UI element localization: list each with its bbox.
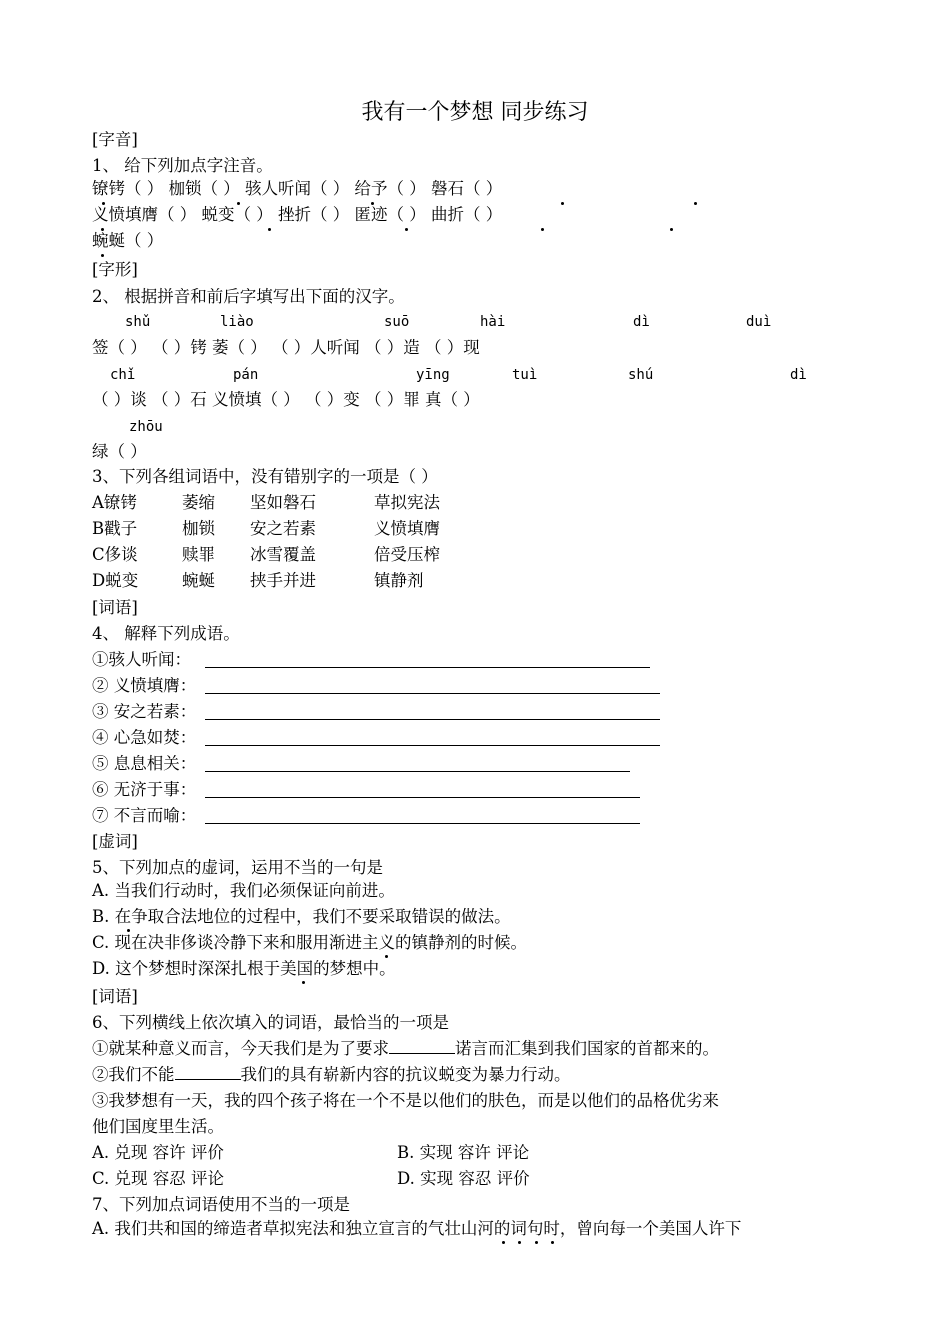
q3-opt-a-4: 草拟宪法: [374, 493, 440, 512]
q2-row3: 绿（ ）: [92, 442, 147, 461]
q5-option-b: B. 在争取合法地位的过程中，我们不要采取错误的做法。: [92, 907, 511, 926]
q6-option-c: C. 兑现 容忍 评论: [92, 1169, 225, 1188]
q6-sentence-1: [92, 1039, 719, 1059]
q4-item: ⑥ 无济于事：: [92, 780, 197, 799]
emphasis-dot: [405, 228, 408, 231]
emphasis-dot: [302, 981, 305, 984]
emphasis-dot: [541, 228, 544, 231]
pinyin: zhōu: [129, 419, 163, 435]
q4-item: ② 义愤填膺：: [92, 676, 197, 695]
section-label-zi-xing: [字形]: [92, 260, 138, 279]
q7-option-a: A. 我们共和国的缔造者草拟宪法和独立宣言的气壮山河的词句时，曾向每一个美国人许下: [92, 1219, 742, 1238]
fill-blank[interactable]: [175, 1065, 241, 1080]
pinyin: duì: [746, 314, 772, 330]
q4-item: ③ 安之若素：: [92, 702, 197, 721]
q6-option-d: D. 实现 容忍 评价: [397, 1169, 530, 1188]
q3-opt-c-1: C侈谈: [92, 545, 138, 564]
q4-item: ①骇人听闻：: [92, 650, 191, 669]
q1-title: 1、 给下列加点字注音。: [92, 156, 273, 175]
pinyin: suō: [384, 314, 410, 330]
answer-line[interactable]: [205, 771, 630, 772]
q5-option-d: D. 这个梦想时深深扎根于美国的梦想中。: [92, 959, 396, 978]
q6-sentence-3: ③我梦想有一天，我的四个孩子将在一个不是以他们的肤色，而是以他们的品格优劣来: [92, 1091, 719, 1110]
q3-opt-b-4: 义愤填膺: [374, 519, 440, 538]
q3-opt-b-2: 枷锁: [182, 519, 215, 538]
pinyin: shú: [628, 367, 654, 383]
q6-s1-part-b: 诺言而汇集到我们国家的首都来的。: [455, 1039, 719, 1058]
q3-opt-c-4: 倍受压榨: [374, 545, 440, 564]
q3-opt-a-1: A镣铐: [92, 493, 137, 512]
fill-blank[interactable]: [389, 1039, 455, 1054]
q3-opt-d-2: 蜿蜒: [182, 571, 215, 590]
pinyin: hài: [480, 314, 506, 330]
emphasis-dot: [502, 1241, 505, 1244]
pinyin: chǐ: [110, 367, 136, 383]
emphasis-dot: [101, 228, 104, 231]
pinyin: yīng: [416, 367, 450, 383]
section-label-ci-yu: [词语]: [92, 987, 138, 1006]
page-title: 我有一个梦想 同步练习: [361, 100, 589, 125]
q3-opt-c-2: 赎罪: [182, 545, 215, 564]
q6-s2-part-b: 我们的具有崭新内容的抗议蜕变为暴力行动。: [240, 1065, 571, 1084]
q3-opt-a-2: 萎缩: [182, 493, 215, 512]
q3-opt-d-3: 挟手并进: [250, 571, 316, 590]
answer-line[interactable]: [205, 823, 640, 824]
emphasis-dot: [371, 202, 374, 205]
answer-line[interactable]: [205, 745, 660, 746]
answer-line[interactable]: [205, 693, 660, 694]
q7-title: 7、下列加点词语使用不当的一项是: [92, 1195, 350, 1214]
answer-line[interactable]: [205, 797, 640, 798]
q3-opt-b-1: B戳子: [92, 519, 138, 538]
q5-option-a: A. 当我们行动时，我们必须保证向前进。: [92, 881, 395, 900]
q3-title: 3、下列各组词语中，没有错别字的一项是（ ）: [92, 467, 438, 486]
pinyin: shǔ: [125, 314, 151, 330]
emphasis-dot: [535, 1241, 538, 1244]
q5-title: 5、下列加点的虚词，运用不当的一句是: [92, 858, 383, 877]
q6-option-a: A. 兑现 容许 评价: [92, 1143, 224, 1162]
answer-line[interactable]: [205, 667, 650, 668]
q3-opt-d-1: D蜕变: [92, 571, 139, 590]
q3-opt-c-3: 冰雪覆盖: [250, 545, 316, 564]
q6-s1-part-a: ①就某种意义而言，今天我们是为了要求: [92, 1039, 389, 1058]
q1-row3: 蜿蜒（ ）: [92, 231, 164, 250]
q4-item: ④ 心急如焚：: [92, 728, 197, 747]
q2-row1: 签（ ） （ ）铐 萎（ ） （ ）人听闻 （ ）造 （ ）现: [92, 338, 480, 357]
q3-opt-d-4: 镇静剂: [374, 571, 424, 590]
q6-title: 6、下列横线上依次填入的词语，最恰当的一项是: [92, 1013, 449, 1032]
emphasis-dot: [561, 202, 564, 205]
emphasis-dot: [237, 202, 240, 205]
emphasis-dot: [551, 1241, 554, 1244]
q1-row1: 镣铐（ ） 枷锁（ ） 骇人听闻（ ） 给予（ ） 磐石（ ）: [92, 179, 503, 198]
q6-option-b: B. 实现 容许 评论: [397, 1143, 530, 1162]
emphasis-dot: [268, 228, 271, 231]
section-label-xu-ci: [虚词]: [92, 832, 138, 851]
emphasis-dot: [670, 228, 673, 231]
answer-line[interactable]: [205, 719, 660, 720]
emphasis-dot: [101, 254, 104, 257]
emphasis-dot: [694, 202, 697, 205]
q3-opt-b-3: 安之若素: [250, 519, 316, 538]
q6-s2-part-a: ②我们不能: [92, 1065, 175, 1084]
emphasis-dot: [385, 955, 388, 958]
pinyin: tuì: [512, 367, 538, 383]
pinyin: dì: [790, 367, 807, 383]
q4-item: ⑦ 不言而喻：: [92, 806, 197, 825]
q5-option-c: C. 现在决非侈谈冷静下来和服用渐进主义的镇静剂的时候。: [92, 933, 528, 952]
emphasis-dot: [127, 929, 130, 932]
q2-row2: （ ）谈 （ ）石 义愤填（ ） （ ）变 （ ）罪 真（ ）: [92, 390, 480, 409]
section-label-zi-yin: [字音]: [92, 130, 138, 149]
q3-opt-a-3: 坚如磐石: [250, 493, 316, 512]
pinyin: pán: [233, 367, 259, 383]
q1-row2: 义愤填膺（ ） 蜕变（ ） 挫折（ ） 匿迹（ ） 曲折（ ）: [92, 205, 503, 224]
pinyin: dì: [633, 314, 650, 330]
emphasis-dot: [102, 202, 105, 205]
q6-sentence-2: [92, 1065, 571, 1085]
q2-title: 2、 根据拼音和前后字填写出下面的汉字。: [92, 287, 405, 306]
q6-sentence-3-cont: 他们国度里生活。: [92, 1117, 224, 1136]
pinyin: liào: [220, 314, 254, 330]
q4-item: ⑤ 息息相关：: [92, 754, 197, 773]
q4-title: 4、 解释下列成语。: [92, 624, 240, 643]
emphasis-dot: [518, 1241, 521, 1244]
section-label-ci-yu: [词语]: [92, 598, 138, 617]
